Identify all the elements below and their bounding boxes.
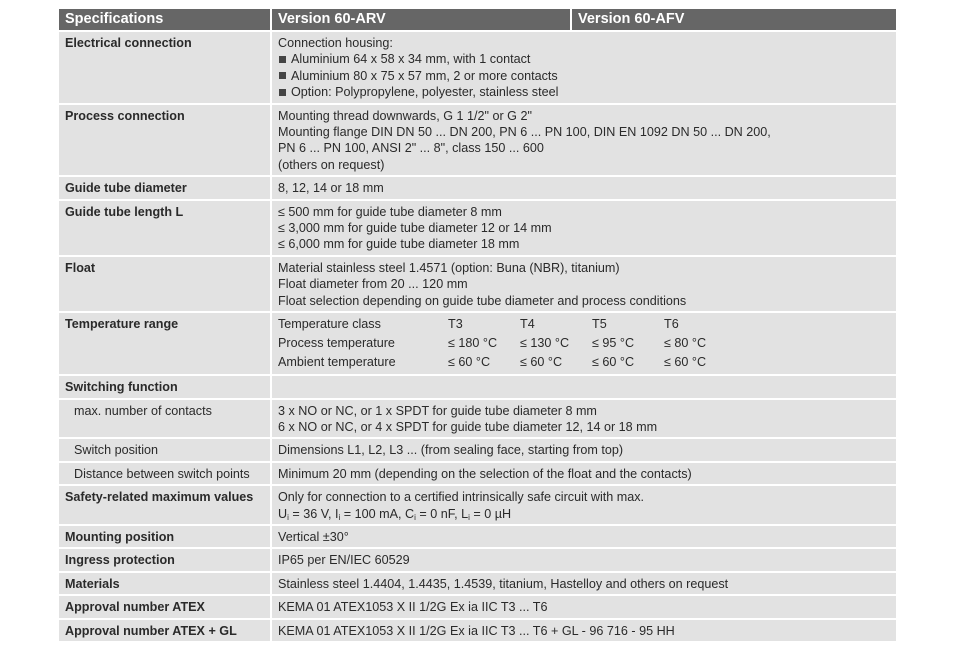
temp-cell: ≤ 180 °C <box>448 336 498 351</box>
row-label: Ingress protection <box>59 549 272 572</box>
temp-cell: Process temperature <box>278 336 395 351</box>
row-value <box>272 463 896 486</box>
inductance-value: = 0 µH <box>469 506 512 521</box>
temperature-table <box>278 315 736 372</box>
value-line: KEMA 01 ATEX1053 X II 1/2G Ex ia IIC T3 ... T6 <box>278 600 548 615</box>
value-line: Dimensions L1, L2, L3 ... (from sealing face, starting from top) <box>278 443 624 458</box>
value-line: 3 x NO or NC, or 1 x SPDT for guide tube diameter 8 mm <box>278 403 597 418</box>
process-temperature-row <box>278 334 736 353</box>
row-value <box>272 400 896 440</box>
row-label: Switching function <box>59 376 272 399</box>
value-line: ≤ 3,000 mm for guide tube diameter 12 or 14 mm <box>278 221 552 236</box>
temp-cell: T6 <box>664 317 679 332</box>
row-materials <box>59 573 896 596</box>
row-value <box>272 486 896 526</box>
row-mounting-position <box>59 526 896 549</box>
voltage-symbol: U <box>278 506 288 521</box>
value-line: ≤ 6,000 mm for guide tube diameter 18 mm <box>278 237 520 252</box>
bullet-text: Aluminium 80 x 75 x 57 mm, 2 or more contacts <box>291 68 558 83</box>
row-value <box>272 105 896 178</box>
value-line: (others on request) <box>278 157 385 172</box>
row-value <box>272 620 896 643</box>
temp-cell: ≤ 60 °C <box>520 355 563 370</box>
value-line: Mounting flange DIN DN 50 ... DN 200, PN 6 ... PN 100, DIN EN 1092 DN 50 ... DN 200, <box>278 125 771 140</box>
subscript: i <box>468 512 470 522</box>
value-line: 6 x NO or NC, or 4 x SPDT for guide tube diameter 12, 14 or 18 mm <box>278 419 658 434</box>
temperature-class-row <box>278 315 736 334</box>
value-line: Vertical ±30° <box>278 529 349 544</box>
row-float <box>59 257 896 313</box>
voltage-value: = 36 V, <box>288 506 335 521</box>
temp-cell: T5 <box>592 317 607 332</box>
value-line: 8, 12, 14 or 18 mm <box>278 181 384 196</box>
temp-cell: T3 <box>448 317 463 332</box>
temp-cell: T4 <box>520 317 535 332</box>
row-label: Guide tube length L <box>59 201 272 257</box>
value-line: PN 6 ... PN 100, ANSI 2" ... 8", class 150 ... 600 <box>278 141 544 156</box>
bullet-text: Option: Polypropylene, polyester, stainless steel <box>291 85 559 100</box>
ambient-temperature-row <box>278 353 736 372</box>
row-value <box>272 439 896 462</box>
temp-cell: ≤ 60 °C <box>592 355 635 370</box>
row-value <box>272 257 896 313</box>
row-label: Temperature range <box>59 313 272 376</box>
row-temperature-range <box>59 313 896 376</box>
row-ingress-protection <box>59 549 896 572</box>
row-label: Electrical connection <box>59 32 272 105</box>
safety-values-line <box>278 506 890 522</box>
value-line: Mounting thread downwards, G 1 1/2" or G 2" <box>278 108 532 123</box>
row-switch-position <box>59 439 896 462</box>
row-label: Approval number ATEX <box>59 596 272 619</box>
row-label: Switch position <box>59 439 272 462</box>
value-line: KEMA 01 ATEX1053 X II 1/2G Ex ia IIC T3 ... T6 + GL - 96 716 - 95 HH <box>278 623 675 638</box>
value-line: Material stainless steel 1.4571 (option: Buna (NBR), titanium) <box>278 260 620 275</box>
row-value <box>272 177 896 200</box>
value-line: Float diameter from 20 ... 120 mm <box>278 277 468 292</box>
bullet-item <box>278 51 890 67</box>
row-label: Mounting position <box>59 526 272 549</box>
row-switching-function <box>59 376 896 399</box>
temp-cell: ≤ 95 °C <box>592 336 635 351</box>
row-process-connection <box>59 105 896 178</box>
square-bullet-icon <box>279 72 286 79</box>
row-approval-atex-gl <box>59 620 896 643</box>
current-symbol: I <box>335 506 339 521</box>
row-label: Distance between switch points <box>59 463 272 486</box>
value-line: ≤ 500 mm for guide tube diameter 8 mm <box>278 204 502 219</box>
row-approval-atex <box>59 596 896 619</box>
row-label: Approval number ATEX + GL <box>59 620 272 643</box>
row-value <box>272 549 896 572</box>
row-label: max. number of contacts <box>59 400 272 440</box>
subscript: i <box>338 512 341 522</box>
capacitance-symbol: C <box>405 506 415 521</box>
row-guide-tube-diameter <box>59 177 896 200</box>
specifications-table <box>59 9 896 643</box>
header-version-arv: Version 60-ARV <box>272 9 572 32</box>
temp-cell: ≤ 60 °C <box>448 355 491 370</box>
temp-cell: ≤ 60 °C <box>664 355 707 370</box>
row-value <box>272 596 896 619</box>
row-label: Process connection <box>59 105 272 178</box>
value-line: Only for connection to a certified intrinsically safe circuit with max. <box>278 490 645 505</box>
temp-cell: Temperature class <box>278 317 381 332</box>
row-value <box>272 573 896 596</box>
square-bullet-icon <box>279 89 286 96</box>
value-line: Minimum 20 mm (depending on the selection of the float and the contacts) <box>278 466 692 481</box>
row-value <box>272 376 896 399</box>
square-bullet-icon <box>279 56 286 63</box>
subscript: i <box>287 512 289 522</box>
value-line: Float selection depending on guide tube diameter and process conditions <box>278 293 687 308</box>
value-line: Connection housing: <box>278 36 393 50</box>
row-label: Float <box>59 257 272 313</box>
temp-cell: ≤ 130 °C <box>520 336 570 351</box>
row-label: Materials <box>59 573 272 596</box>
row-switch-distance <box>59 463 896 486</box>
row-safety-values <box>59 486 896 526</box>
row-electrical-connection <box>59 32 896 105</box>
value-line: IP65 per EN/IEC 60529 <box>278 553 410 568</box>
row-value <box>272 32 896 105</box>
temp-cell: ≤ 80 °C <box>664 336 707 351</box>
row-label: Safety-related maximum values <box>59 486 272 526</box>
header-row <box>59 9 896 32</box>
row-max-contacts <box>59 400 896 440</box>
temp-cell: Ambient temperature <box>278 355 396 370</box>
subscript: i <box>414 512 416 522</box>
header-version-afv: Version 60-AFV <box>572 9 896 32</box>
bullet-text: Aluminium 64 x 58 x 34 mm, with 1 contact <box>291 52 531 67</box>
current-value: = 100 mA, <box>340 506 406 521</box>
row-value <box>272 526 896 549</box>
value-line: Stainless steel 1.4404, 1.4435, 1.4539, titanium, Hastelloy and others on request <box>278 576 729 591</box>
capacitance-value: = 0 nF, <box>415 506 462 521</box>
row-guide-tube-length <box>59 201 896 257</box>
row-label: Guide tube diameter <box>59 177 272 200</box>
row-value <box>272 313 896 376</box>
header-specifications: Specifications <box>59 9 272 32</box>
bullet-item <box>278 68 890 84</box>
row-value <box>272 201 896 257</box>
inductance-symbol: L <box>461 506 469 521</box>
bullet-item <box>278 84 890 100</box>
